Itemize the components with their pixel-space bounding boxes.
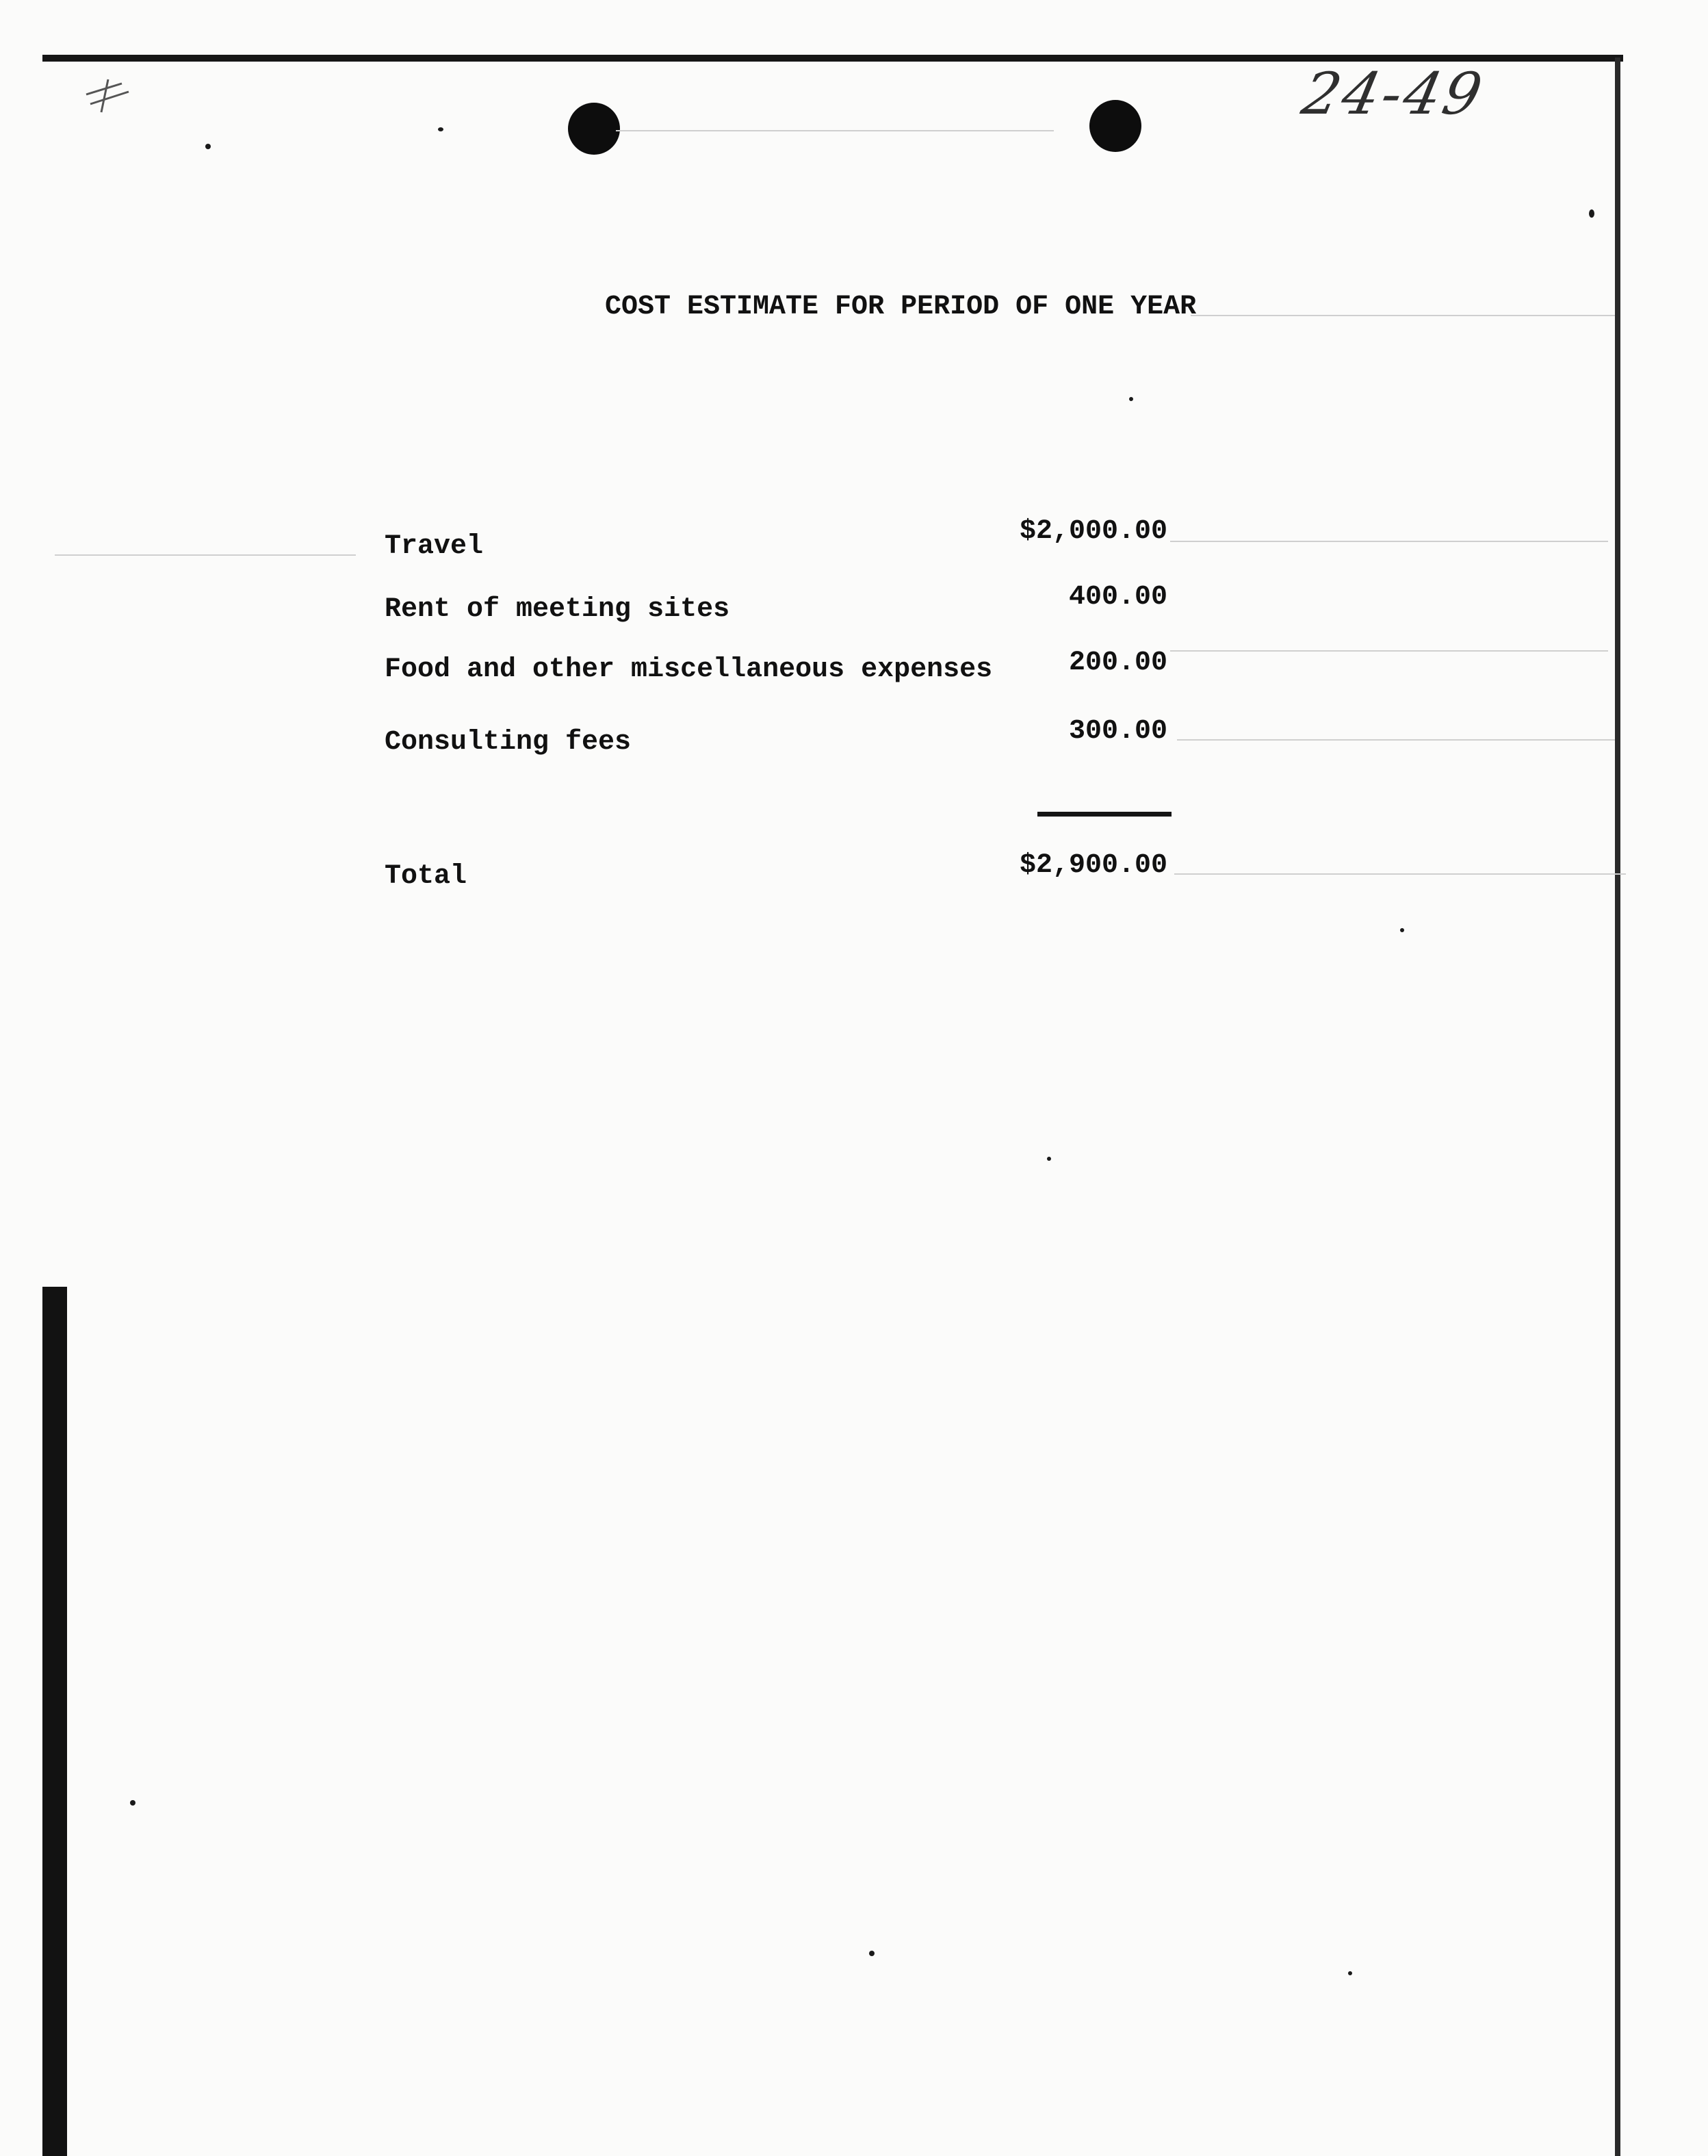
line-item-amount: 300.00 xyxy=(1068,716,1167,747)
scan-noise-line xyxy=(1170,541,1608,542)
scan-noise-line xyxy=(55,554,356,556)
scan-noise-line xyxy=(1177,739,1615,741)
scan-left-edge xyxy=(42,1287,67,2156)
scan-speck xyxy=(1047,1157,1051,1161)
scan-noise-line xyxy=(1191,315,1615,316)
scan-speck xyxy=(1129,397,1133,401)
line-item-amount: 400.00 xyxy=(1068,582,1167,613)
punch-hole-left xyxy=(568,103,620,155)
total-label: Total xyxy=(385,861,467,892)
line-item-amount: $2,000.00 xyxy=(1019,516,1167,547)
line-item-label: Travel xyxy=(385,531,484,562)
document-title: COST ESTIMATE FOR PERIOD OF ONE YEAR xyxy=(605,292,1197,322)
scan-speck xyxy=(1348,1971,1352,1975)
line-item-label: Consulting fees xyxy=(385,727,632,758)
scan-right-edge xyxy=(1615,57,1620,2156)
handwritten-page-number: 24-49 xyxy=(1296,60,1490,127)
scan-speck xyxy=(1400,928,1404,932)
scan-noise-line xyxy=(616,130,1054,131)
scan-speck xyxy=(869,1951,875,1956)
scan-speck xyxy=(130,1800,135,1806)
scan-noise-line xyxy=(1174,873,1626,875)
line-item-amount: 200.00 xyxy=(1068,647,1167,678)
line-item-label: Rent of meeting sites xyxy=(385,594,730,625)
total-amount: $2,900.00 xyxy=(1019,850,1167,881)
scan-speck xyxy=(1589,209,1594,218)
scan-speck xyxy=(205,144,211,149)
line-item-label: Food and other miscellaneous expenses xyxy=(385,654,993,685)
handwritten-corner-mark xyxy=(81,74,156,115)
scan-speck xyxy=(438,127,443,131)
punch-hole-right xyxy=(1089,100,1141,152)
total-underline xyxy=(1037,812,1172,817)
scan-noise-line xyxy=(1170,650,1608,652)
